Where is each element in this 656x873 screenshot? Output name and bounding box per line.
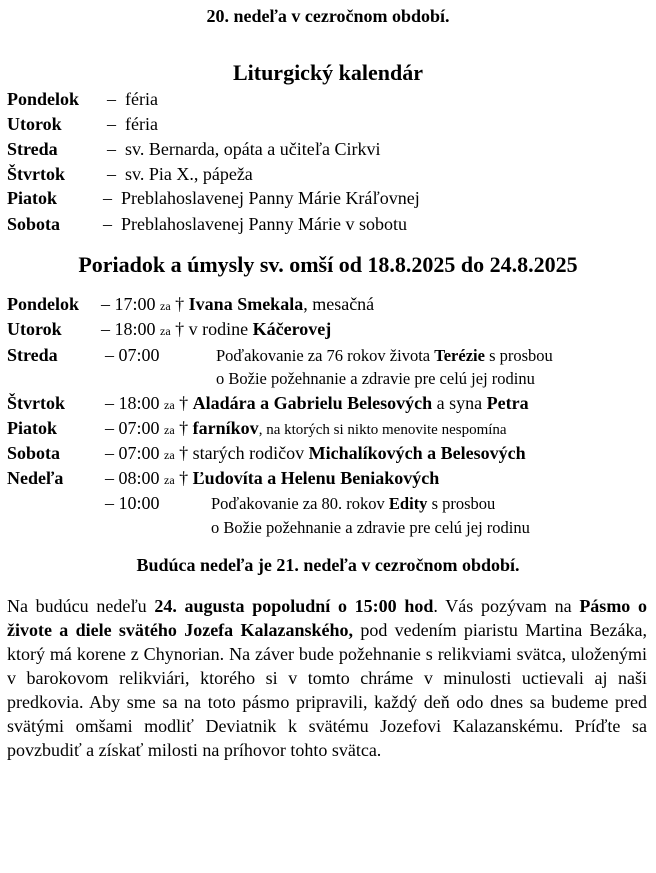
calendar-day: Sobota [7, 214, 61, 234]
mass-intention-name: Ivana Smekala [188, 294, 304, 314]
mass-time: – 18:00 [105, 393, 160, 413]
calendar-text: Preblahoslavenej Panny Márie v sobotu [121, 214, 407, 234]
calendar-sep: – [103, 188, 112, 208]
cross-icon: † [179, 418, 189, 438]
mass-intention-pre: Poďakovanie za 76 rokov života [216, 346, 435, 365]
calendar-text: féria [125, 114, 158, 134]
calendar-sep: – [107, 139, 116, 159]
mass-row-utorok [7, 319, 331, 340]
mass-intention-name: Aladára a Gabrielu Belesových [192, 393, 433, 413]
mass-day: Utorok [7, 319, 62, 339]
mass-row-nedela [7, 468, 439, 489]
mass-intention-nedela-2 [211, 494, 495, 514]
mass-intention-nedela-2-line2: o Božie požehnanie a zdravie pre celú jej rodinu [211, 518, 530, 537]
mass-day: Piatok [7, 418, 58, 438]
calendar-day: Pondelok [7, 89, 80, 109]
calendar-day: Streda [7, 139, 58, 159]
calendar-sep: – [107, 114, 116, 134]
mass-time: – 07:00 [105, 443, 160, 463]
calendar-row-piatok [7, 188, 420, 209]
calendar-row-pondelok [7, 89, 158, 110]
week-title: 20. nedeľa v cezročnom období. [206, 6, 450, 26]
mass-intention-rest: , mesačná [303, 294, 375, 314]
mass-day: Nedeľa [7, 468, 64, 488]
calendar-day: Piatok [7, 188, 58, 208]
announcement-text-1: Na budúcu nedeľu [7, 596, 155, 616]
cross-icon: † [179, 468, 189, 488]
mass-intention-pre: starých rodičov [192, 443, 309, 463]
cross-icon: † [179, 443, 189, 463]
mass-za: za [164, 423, 175, 437]
mass-intention-rest: s prosbou [484, 346, 553, 365]
mass-time: – 18:00 [101, 319, 156, 339]
calendar-row-streda [7, 139, 381, 160]
next-sunday-title: Budúca nedeľa je 21. nedeľa v cezročnom období. [136, 555, 520, 575]
mass-intention-name: Káčerovej [252, 319, 332, 339]
calendar-row-stvrtok [7, 164, 253, 185]
mass-za: za [164, 448, 175, 462]
cross-icon: † [175, 294, 185, 314]
calendar-text: Preblahoslavenej Panny Márie Kráľovnej [121, 188, 420, 208]
mass-row-sobota [7, 443, 526, 464]
mass-time: – 17:00 [101, 294, 156, 314]
mass-intention-streda-line2: o Božie požehnanie a zdravie pre celú jej rodinu [216, 369, 535, 388]
announcement-event: Pásmo o živote a diele svätého Jozefa Kalazanského, [7, 596, 647, 640]
mass-row-streda [7, 345, 160, 366]
mass-intention-rest: s prosbou [427, 494, 496, 513]
mass-intention-pre: v rodine [188, 319, 253, 339]
calendar-row-utorok [7, 114, 158, 135]
mass-intention-name: Ľudovíta a Helenu Beniakových [192, 468, 440, 488]
mass-intention-streda [216, 346, 553, 366]
announcement-paragraph [7, 594, 647, 762]
mass-time: – 07:00 [105, 345, 160, 365]
mass-time: – 08:00 [105, 468, 160, 488]
mass-intention-name2: Petra [486, 393, 529, 413]
masses-title: Poriadok a úmysly sv. omší od 18.8.2025 do 24.8.2025 [78, 252, 578, 277]
mass-za: za [164, 398, 175, 412]
calendar-sep: – [103, 214, 112, 234]
mass-intention-mid: a syna [432, 393, 487, 413]
cross-icon: † [179, 393, 189, 413]
calendar-day: Štvrtok [7, 164, 65, 184]
announcement-date: 24. augusta popoludní o 15:00 hod [154, 596, 434, 616]
mass-intention-pre: Poďakovanie za 80. rokov [211, 494, 389, 513]
calendar-day: Utorok [7, 114, 62, 134]
mass-day: Štvrtok [7, 393, 65, 413]
mass-row-stvrtok [7, 393, 529, 414]
mass-day: Sobota [7, 443, 61, 463]
mass-row-pondelok [7, 294, 374, 315]
mass-time: – 10:00 [105, 493, 160, 513]
calendar-row-sobota [7, 214, 407, 235]
calendar-text: sv. Bernarda, opáta a učiteľa Cirkvi [125, 139, 381, 159]
mass-intention-name: Michalíkových a Belesových [308, 443, 526, 463]
mass-za: za [160, 299, 171, 313]
mass-za: za [164, 473, 175, 487]
mass-day: Streda [7, 345, 58, 365]
mass-za: za [160, 324, 171, 338]
mass-row-nedela-2 [105, 493, 160, 514]
mass-row-piatok [7, 418, 507, 439]
calendar-text: sv. Pia X., pápeža [125, 164, 253, 184]
calendar-text: féria [125, 89, 158, 109]
mass-intention-name: Terézie [434, 346, 485, 365]
calendar-sep: – [107, 89, 116, 109]
mass-intention-name: Edity [388, 494, 428, 513]
mass-intention-name: farníkov [192, 418, 259, 438]
mass-time: – 07:00 [105, 418, 160, 438]
mass-intention-rest: , na ktorých si nikto menovite nespomína [258, 422, 507, 438]
announcement-text-3: pod vedením piaristu Martina Bezáka, ktorý má korene z Chynorian. Na záver bude požehnanie s relikviami svätca, uloženými v barokovom relikviári, ktorého si v tomto chráme v minulosti uctievali aj naši predkovia. Aby sme sa na toto pásmo pripravili, každý deň odo dnes sa budeme pred svätými omšami modliť Deviatnik k svätému Jozefovi Kalazanskému. Príďte sa povzbudiť a získať milosti na príhovor tohto svätca. [7, 620, 647, 760]
cross-icon: † [175, 319, 185, 339]
announcement-text-2: . Vás pozývam na [433, 596, 580, 616]
calendar-title: Liturgický kalendár [232, 60, 424, 85]
mass-day: Pondelok [7, 294, 80, 314]
calendar-sep: – [107, 164, 116, 184]
